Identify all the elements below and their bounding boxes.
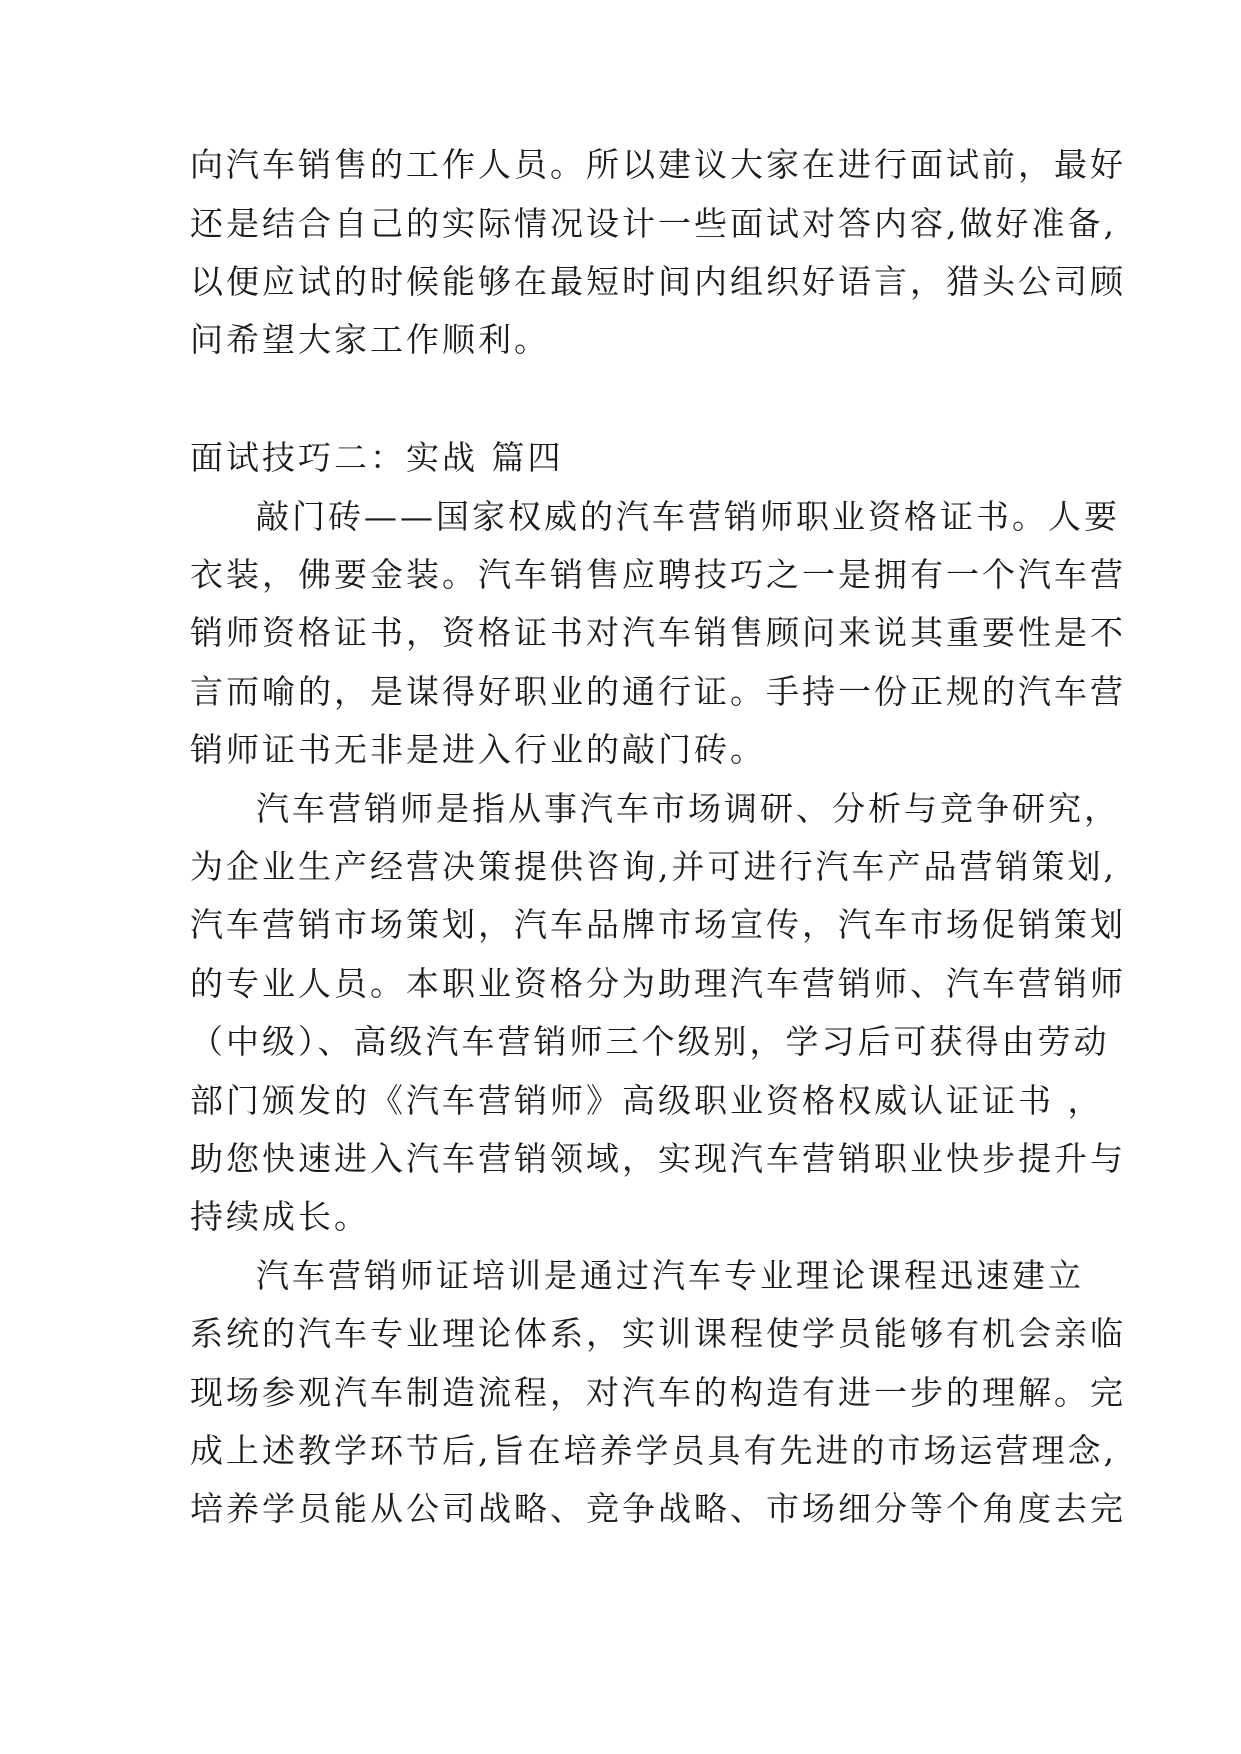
text-line: 为企业生产经营决策提供咨询,并可进行汽车产品营销策划, bbox=[190, 847, 1117, 886]
text-line: 言而喻的，是谋得好职业的通行证。手持一份正规的汽车营 bbox=[190, 672, 1126, 711]
text-line: 问希望大家工作顺利。 bbox=[190, 320, 550, 359]
text-line: 部门颁发的《汽车营销师》高级职业资格权威认证证书 ， bbox=[190, 1081, 1104, 1120]
paragraph-start: 汽车营销师证培训是通过汽车专业理论课程迅速建立 bbox=[256, 1256, 1084, 1295]
text-line: 销师资格证书，资格证书对汽车销售顾问来说其重要性是不 bbox=[190, 613, 1126, 652]
text-line: 衣装，佛要金装。汽车销售应聘技巧之一是拥有一个汽车营 bbox=[190, 555, 1126, 594]
text-line: 的专业人员。本职业资格分为助理汽车营销师、汽车营销师 bbox=[190, 964, 1126, 1003]
text-line: 培养学员能从公司战略、竞争战略、市场细分等个角度去完 bbox=[190, 1489, 1126, 1528]
text-line: 销师证书无非是进入行业的敲门砖。 bbox=[190, 730, 766, 769]
text-line: 汽车营销市场策划，汽车品牌市场宣传，汽车市场促销策划 bbox=[190, 905, 1126, 944]
text-line: 现场参观汽车制造流程，对汽车的构造有进一步的理解。完 bbox=[190, 1373, 1126, 1412]
text-line: 系统的汽车专业理论体系，实训课程使学员能够有机会亲临 bbox=[190, 1314, 1126, 1353]
text-line: 成上述教学环节后,旨在培养学员具有先进的市场运营理念, bbox=[190, 1431, 1117, 1470]
text-line: （中级）、高级汽车营销师三个级别，学习后可获得由劳动 bbox=[190, 1022, 1110, 1061]
text-line: 向汽车销售的工作人员。所以建议大家在进行面试前，最好 bbox=[190, 145, 1126, 184]
text-line: 以便应试的时候能够在最短时间内组织好语言，猎头公司顾 bbox=[190, 262, 1126, 301]
text-line: 持续成长。 bbox=[190, 1197, 370, 1236]
paragraph-start: 敲门砖——国家权威的汽车营销师职业资格证书。人要 bbox=[256, 497, 1120, 536]
text-line: 还是结合自己的实际情况设计一些面试对答内容,做好准备, bbox=[190, 204, 1117, 243]
paragraph-start: 汽车营销师是指从事汽车市场调研、分析与竞争研究， bbox=[256, 789, 1120, 828]
text-line: 助您快速进入汽车营销领域，实现汽车营销职业快步提升与 bbox=[190, 1139, 1126, 1178]
section-heading: 面试技巧二：实战 篇四 bbox=[190, 438, 564, 477]
